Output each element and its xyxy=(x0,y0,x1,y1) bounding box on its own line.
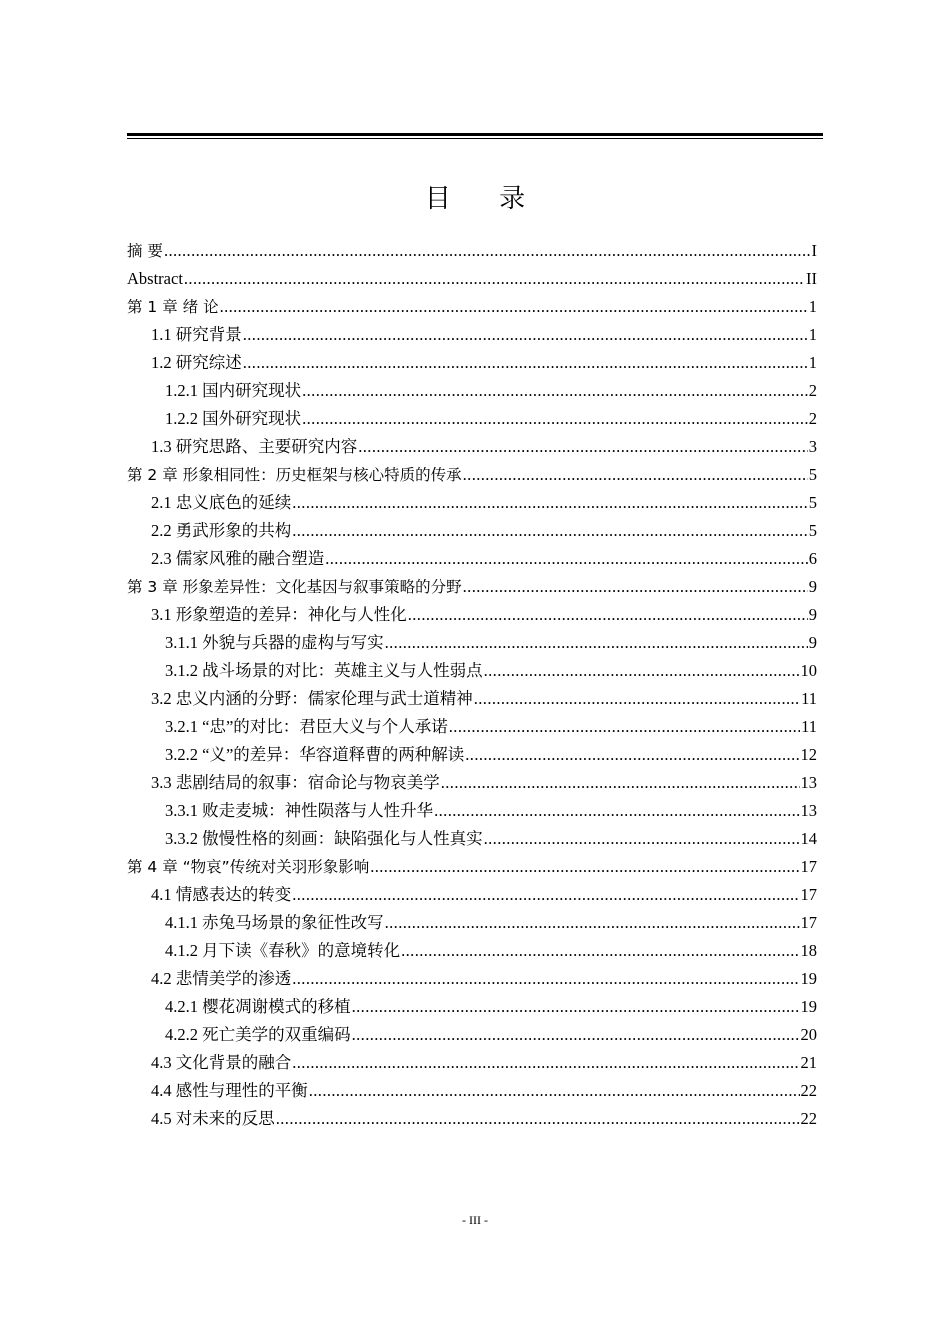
toc-entry-title: 2.2 勇武形象的共构 xyxy=(151,521,292,540)
toc-entry-title: 1.2.2 国外研究现状 xyxy=(165,409,302,428)
toc-entry[interactable] xyxy=(127,853,817,881)
toc-entry-title: 1.2.1 国内研究现状 xyxy=(165,381,302,400)
toc-entry-title: 4.1 情感表达的转变 xyxy=(151,885,292,904)
toc-entry-title: 3.2.1 “忠”的对比：君臣大义与个人承诺 xyxy=(165,717,448,736)
toc-dot-leader xyxy=(385,629,808,657)
toc-entry-title: 3.3 悲剧结局的叙事：宿命论与物哀美学 xyxy=(151,773,440,792)
toc-entry-page: 5 xyxy=(808,465,817,484)
toc-entry-page: I xyxy=(811,241,817,260)
toc-entry-page: 13 xyxy=(800,773,817,792)
toc-entry-page: 2 xyxy=(808,381,817,400)
toc-entry-title: 1.1 研究背景 xyxy=(151,325,242,344)
toc-dot-leader xyxy=(325,545,808,573)
toc-entry-page: 22 xyxy=(800,1109,817,1128)
toc-entry[interactable] xyxy=(127,601,817,629)
toc-entry-title: 摘 要 xyxy=(127,242,163,260)
toc-entry-page: 17 xyxy=(800,885,817,904)
toc-entry-page: 18 xyxy=(800,941,817,960)
toc-dot-leader xyxy=(449,713,800,741)
toc-entry-page: 12 xyxy=(800,745,817,764)
toc-dot-leader xyxy=(352,1021,800,1049)
toc-dot-leader xyxy=(164,237,811,265)
toc-entry-page: 3 xyxy=(808,437,817,456)
toc-entry-page: 13 xyxy=(800,801,817,820)
toc-entry[interactable] xyxy=(127,629,817,657)
toc-dot-leader xyxy=(276,1105,800,1133)
toc-entry-page: 1 xyxy=(808,325,817,344)
toc-dot-leader xyxy=(292,517,808,545)
toc-dot-leader xyxy=(243,321,808,349)
toc-dot-leader xyxy=(243,349,808,377)
toc-entry[interactable] xyxy=(127,1021,817,1049)
toc-entry-title: 3.2.2 “义”的差异：华容道释曹的两种解读 xyxy=(165,745,465,764)
toc-entry[interactable] xyxy=(127,517,817,545)
toc-entry[interactable] xyxy=(127,1105,817,1133)
toc-dot-leader xyxy=(484,825,800,853)
toc-entry-title: 1.2 研究综述 xyxy=(151,353,242,372)
toc-entry[interactable] xyxy=(127,349,817,377)
toc-entry-page: 20 xyxy=(800,1025,817,1044)
toc-entry-page: 10 xyxy=(800,661,817,680)
toc-dot-leader xyxy=(474,685,800,713)
toc-entry[interactable] xyxy=(127,377,817,405)
toc-entry-title: 4.4 感性与理性的平衡 xyxy=(151,1081,308,1100)
toc-entry-page: 11 xyxy=(801,717,817,736)
toc-dot-leader xyxy=(358,433,808,461)
toc-entry[interactable] xyxy=(127,461,817,489)
header-rule-thick xyxy=(127,133,823,136)
toc-entry-title: 4.5 对未来的反思 xyxy=(151,1109,275,1128)
toc-entry[interactable] xyxy=(127,741,817,769)
toc-entry-page: 11 xyxy=(801,689,817,708)
toc-dot-leader xyxy=(441,769,800,797)
toc-entry[interactable] xyxy=(127,909,817,937)
toc-dot-leader xyxy=(484,657,800,685)
toc-entry[interactable] xyxy=(127,797,817,825)
toc-entry[interactable] xyxy=(127,1049,817,1077)
toc-entry[interactable] xyxy=(127,265,817,293)
toc-entry-page: 1 xyxy=(808,353,817,372)
toc-dot-leader xyxy=(302,377,808,405)
toc-dot-leader xyxy=(292,881,799,909)
toc-dot-leader xyxy=(302,405,808,433)
toc-dot-leader xyxy=(370,853,799,881)
toc-entry-page: 19 xyxy=(800,997,817,1016)
toc-entry[interactable] xyxy=(127,937,817,965)
toc-dot-leader xyxy=(401,937,799,965)
toc-entry-title: 3.2 忠义内涵的分野：儒家伦理与武士道精神 xyxy=(151,689,473,708)
toc-entry-page: 19 xyxy=(800,969,817,988)
toc-entry-page: 5 xyxy=(808,493,817,512)
toc-entry[interactable] xyxy=(127,293,817,321)
toc-entry[interactable] xyxy=(127,965,817,993)
toc-entry[interactable] xyxy=(127,769,817,797)
toc-dot-leader xyxy=(463,573,808,601)
toc-dot-leader xyxy=(292,489,808,517)
toc-dot-leader xyxy=(463,461,808,489)
page-title: 目 录 xyxy=(424,184,546,214)
toc-entry-page: 21 xyxy=(800,1053,817,1072)
toc-entry-page: 5 xyxy=(808,521,817,540)
toc-entry-page: 17 xyxy=(800,913,817,932)
toc-entry[interactable] xyxy=(127,1077,817,1105)
toc-entry-page: 14 xyxy=(800,829,817,848)
toc-entry[interactable] xyxy=(127,321,817,349)
toc-entry-page: 22 xyxy=(800,1081,817,1100)
toc-entry-page: 2 xyxy=(808,409,817,428)
toc-dot-leader xyxy=(434,797,799,825)
toc-entry-page: 1 xyxy=(808,297,817,316)
toc-entry-title: 4.2.1 樱花凋谢模式的移植 xyxy=(165,997,351,1016)
toc-entry[interactable] xyxy=(127,433,817,461)
toc-entry-title: 4.3 文化背景的融合 xyxy=(151,1053,292,1072)
toc-entry-title: 4.1.2 月下读《春秋》的意境转化 xyxy=(165,941,401,960)
toc-entry[interactable] xyxy=(127,685,817,713)
table-of-contents xyxy=(127,237,817,1133)
toc-entry-page: 9 xyxy=(808,605,817,624)
header-rule-thin xyxy=(127,138,823,139)
toc-entry-page: 6 xyxy=(808,549,817,568)
toc-entry-title: Abstract xyxy=(127,269,183,288)
toc-entry[interactable] xyxy=(127,545,817,573)
toc-entry-page: 17 xyxy=(800,857,817,876)
toc-entry[interactable] xyxy=(127,881,817,909)
toc-entry[interactable] xyxy=(127,573,817,601)
toc-entry-title: 第 2 章 形象相同性：历史框架与核心特质的传承 xyxy=(127,466,462,484)
toc-dot-leader xyxy=(352,993,800,1021)
toc-entry-title: 第 4 章 “物哀”传统对关羽形象影响 xyxy=(127,858,370,876)
toc-entry-title: 第 1 章 绪 论 xyxy=(127,298,219,316)
toc-dot-leader xyxy=(220,293,808,321)
toc-entry[interactable] xyxy=(127,825,817,853)
toc-dot-leader xyxy=(465,741,799,769)
toc-entry[interactable] xyxy=(127,237,817,265)
toc-dot-leader xyxy=(292,1049,799,1077)
toc-entry[interactable] xyxy=(127,657,817,685)
toc-entry[interactable] xyxy=(127,405,817,433)
toc-entry-page: 9 xyxy=(808,633,817,652)
toc-entry-title: 4.1.1 赤兔马场景的象征性改写 xyxy=(165,913,384,932)
toc-entry-title: 第 3 章 形象差异性：文化基因与叙事策略的分野 xyxy=(127,578,462,596)
toc-entry-title: 3.1.2 战斗场景的对比：英雄主义与人性弱点 xyxy=(165,661,483,680)
toc-dot-leader xyxy=(309,1077,800,1105)
toc-dot-leader xyxy=(292,965,799,993)
toc-dot-leader xyxy=(385,909,800,937)
toc-entry-title: 1.3 研究思路、主要研究内容 xyxy=(151,437,358,456)
toc-dot-leader xyxy=(184,265,805,293)
toc-entry[interactable] xyxy=(127,713,817,741)
page-number-footer: - III - xyxy=(462,1213,488,1227)
toc-entry-title: 3.3.1 败走麦城：神性陨落与人性升华 xyxy=(165,801,434,820)
toc-entry-title: 3.3.2 傲慢性格的刻画：缺陷强化与人性真实 xyxy=(165,829,483,848)
toc-entry[interactable] xyxy=(127,489,817,517)
toc-entry-page: II xyxy=(806,269,817,288)
toc-entry-title: 2.1 忠义底色的延续 xyxy=(151,493,292,512)
toc-entry-page: 9 xyxy=(808,577,817,596)
toc-entry-title: 4.2 悲情美学的渗透 xyxy=(151,969,292,988)
toc-entry-title: 4.2.2 死亡美学的双重编码 xyxy=(165,1025,351,1044)
toc-entry-title: 3.1.1 外貌与兵器的虚构与写实 xyxy=(165,633,384,652)
toc-entry-title: 3.1 形象塑造的差异：神化与人性化 xyxy=(151,605,407,624)
toc-dot-leader xyxy=(408,601,808,629)
toc-entry-title: 2.3 儒家风雅的融合塑造 xyxy=(151,549,325,568)
toc-entry[interactable] xyxy=(127,993,817,1021)
